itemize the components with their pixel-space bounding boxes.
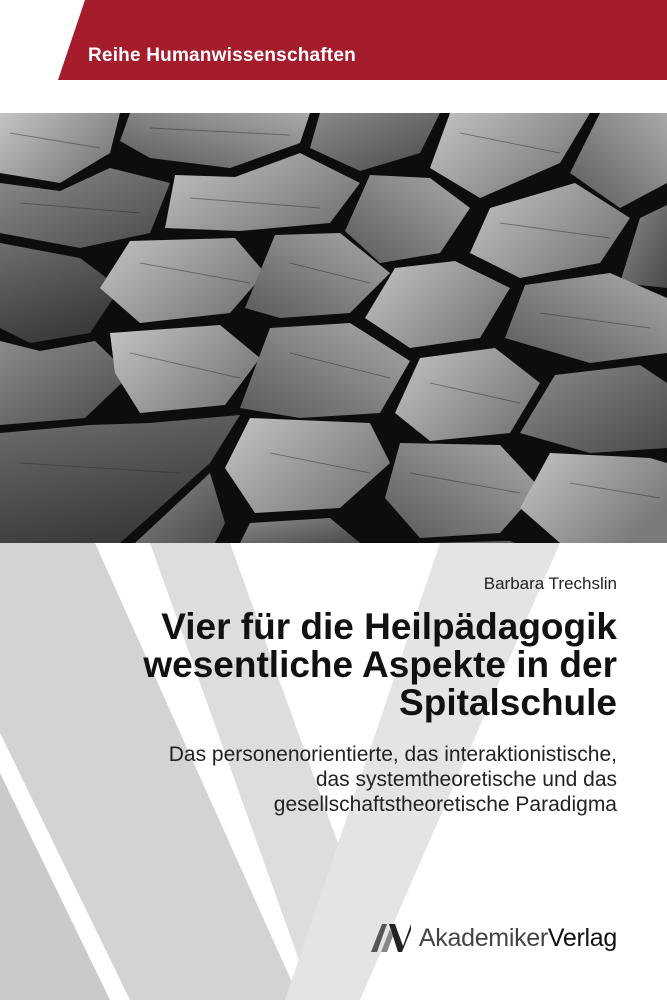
av-logo-icon — [371, 924, 411, 952]
title-line: wesentliche Aspekte in der — [143, 644, 617, 685]
publisher-name — [419, 924, 617, 953]
subtitle-line: gesellschaftstheoretische Paradigma — [273, 793, 617, 816]
book-subtitle — [37, 742, 617, 817]
publisher-logo — [371, 921, 617, 955]
author-name: Barbara Trechslin — [483, 574, 617, 593]
subtitle-line: Das personenorientierte, das interaktionistische, — [168, 743, 617, 766]
title-line: Vier für die Heilpädagogik — [161, 606, 617, 647]
subtitle-line: das systemtheoretische und das — [315, 768, 617, 791]
publisher-name-part1: Akademiker — [418, 923, 548, 952]
series-label: Reihe Humanwissenschaften — [88, 45, 356, 66]
banner-shape — [0, 0, 667, 80]
publisher-name-part2: Verlag — [547, 923, 617, 952]
book-title — [57, 608, 617, 722]
title-line: Spitalschule — [399, 682, 617, 723]
cover-photo — [0, 113, 667, 543]
series-banner — [0, 0, 667, 80]
